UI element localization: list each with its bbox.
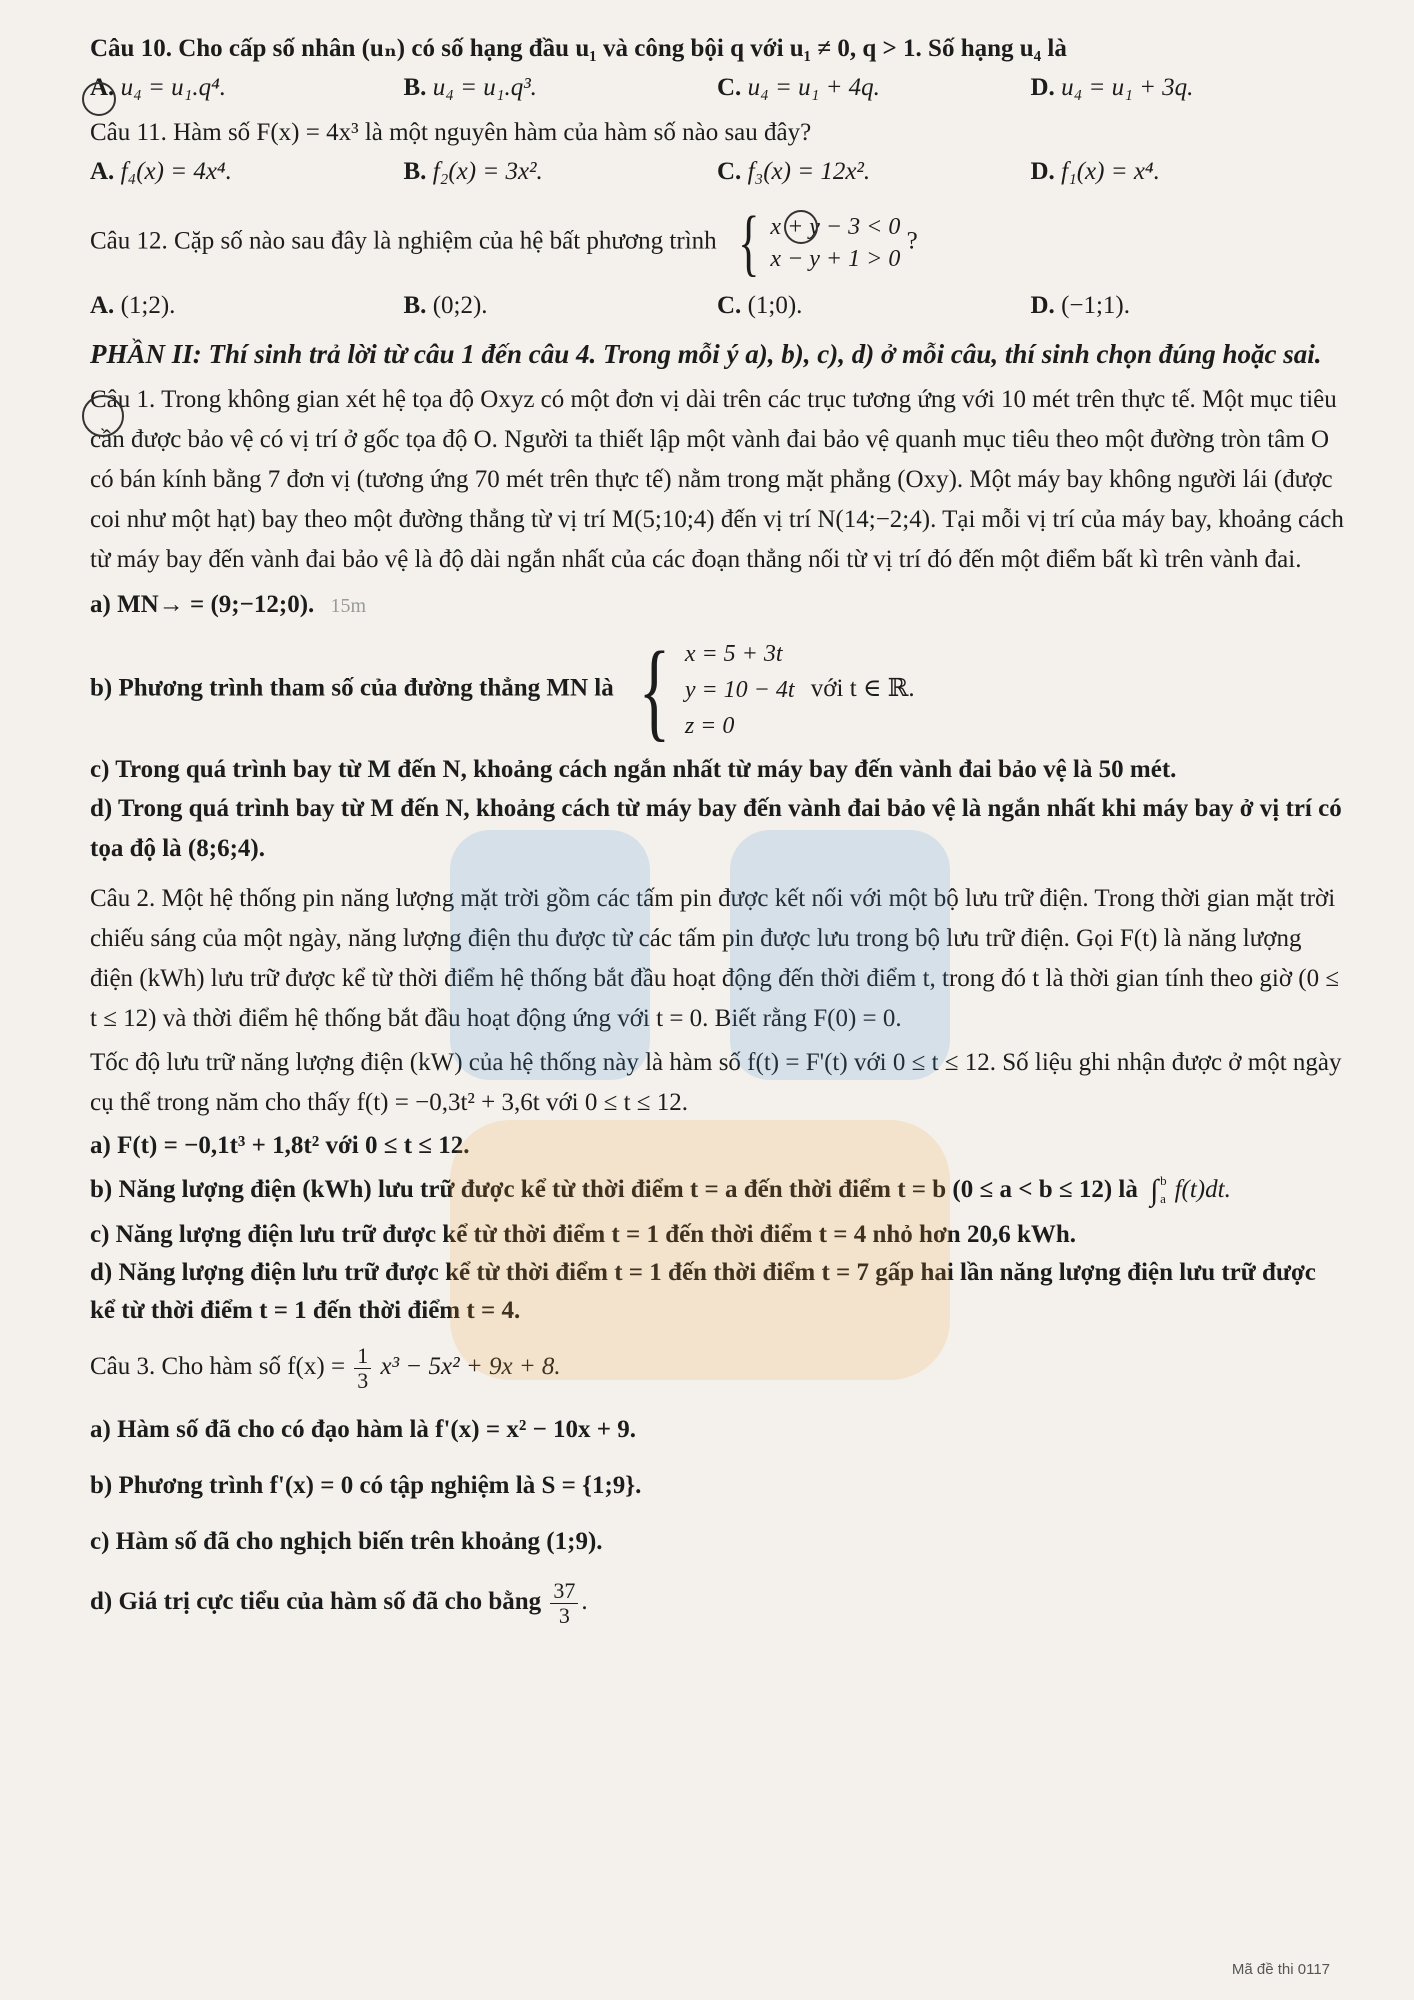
q10-option-b[interactable]: B. u₄ = u₁.q³. — [403, 74, 537, 101]
p2q2-stem: Câu 2. Một hệ thống pin năng lượng mặt trời gồm các tấm pin được kết nối với một bộ lưu trữ điện. Trong thời gian mặt trời chiếu sáng của một ngày, năng lượng điện thu được từ các tấm pin được lưu trong bộ lưu trữ điện. Gọi F(t) là năng lượng điện (kWh) lưu trữ được kể từ thời điểm hệ thống bắt đầu hoạt động đến thời điểm t, trong đó t là thời gian tính theo giờ (0 ≤ t ≤ 12) và thời điểm hệ thống bắt đầu hoạt động ứng với t = 0. Biết rằng F(0) = 0. — [90, 885, 1340, 1032]
p2q1-eq-z: z = 0 — [684, 713, 735, 739]
p2q1-eq-y: y = 10 − 4t — [684, 677, 795, 703]
p2q2-integrand: f(t)dt. — [1174, 1176, 1231, 1203]
circle-mark-q12-a — [82, 395, 124, 437]
p2q2-statement-d[interactable]: d) Năng lượng điện lưu trữ được kể từ thời điểm t = 1 đến thời điểm t = 7 gấp hai lần năng lượng điện lưu trữ được kể từ thời điểm t = 1 đến thời điểm t = 4. — [90, 1259, 1316, 1325]
exam-code: Mã đề thi 0117 — [1231, 1961, 1330, 1978]
circle-mark-q10-a — [82, 82, 116, 116]
p2q1-statement-c[interactable]: c) Trong quá trình bay từ M đến N, khoảng cách ngắn nhất từ máy bay đến vành đai bảo vệ là 50 mét. — [90, 756, 1177, 783]
q11-option-d[interactable]: D. f₁(x) = x⁴. — [1030, 158, 1160, 185]
p2q3-polynomial: x³ − 5x² + 9x + 8. — [380, 1353, 561, 1381]
p2q2-statement-c[interactable]: c) Năng lượng điện lưu trữ được kể từ thời điểm t = 1 đến thời điểm t = 4 nhỏ hơn 20,6 kWh. — [90, 1221, 1077, 1249]
part2-question-2 — [90, 879, 1344, 1330]
part2-question-1 — [90, 380, 1344, 869]
q12-option-a[interactable]: A. (1;2). — [90, 292, 176, 319]
q11-option-c[interactable]: C. f₃(x) = 12x². — [717, 158, 871, 185]
q10-option-c[interactable]: C. u₄ = u₁ + 4q. — [717, 74, 880, 101]
q12-option-c[interactable]: C. (1;0). — [717, 292, 803, 319]
p2q1-b-condition: với t ∈ ℝ. — [810, 674, 915, 702]
fraction-one-third: $\frac{1}{3}$ — [354, 1344, 371, 1393]
p2q1-stem: Câu 1. Trong không gian xét hệ tọa độ Oxyz có một đơn vị dài trên các trục tương ứng với 10 mét trên thực tế. Một mục tiêu cần được bảo vệ có vị trí ở gốc tọa độ O. Người ta thiết lập một vành đai bảo vệ quanh mục tiêu theo một đường tròn tâm O có bán kính bằng 7 đơn vị (tương ứng 70 mét trên thực tế) nằm trong mặt phẳng (Oxy). Một máy bay không người lái (được coi như một hạt) bay theo một đường thẳng từ vị trí M(5;10;4) đến vị trí N(14;−2;4). Tại mỗi vị trí của máy bay, khoảng cách từ máy bay đến vành đai bảo vệ là độ dài ngắn nhất của các đoạn thẳng nối từ vị trí đó đến một điểm bất kì trên vành đai. — [90, 386, 1344, 573]
q10-stem: Câu 10. Cho cấp số nhân (uₙ) có số hạng đầu u₁ và công bội q với u₁ ≠ 0, q > 1. Số hạng u₄ là — [90, 35, 1067, 62]
question-12 — [90, 202, 1344, 326]
p2q2-statement-b[interactable]: b) Năng lượng điện (kWh) lưu trữ được kể từ thời điểm t = a đến thời điểm t = b (0 ≤ a < b ≤ 12) là — [90, 1176, 1138, 1203]
p2q1-statement-b[interactable]: b) Phương trình tham số của đường thẳng MN là — [90, 674, 614, 702]
q12-stem: Câu 12. Cặp số nào sau đây là nghiệm của hệ bất phương trình — [90, 227, 717, 255]
p2q1-statement-d[interactable]: d) Trong quá trình bay từ M đến N, khoảng cách từ máy bay đến vành đai bảo vệ là ngắn nhất khi máy bay ở vị trí có tọa độ là (8;6;4). — [90, 795, 1342, 862]
q10-option-a[interactable]: A. u₄ = u₁.q⁴. — [90, 74, 227, 101]
q12-inequality-1: x + y − 3 < 0 — [770, 214, 901, 240]
p2q3-statement-c[interactable]: c) Hàm số đã cho nghịch biến trên khoảng (1;9). — [90, 1528, 603, 1556]
p2q2-stem-2: Tốc độ lưu trữ năng lượng điện (kW) của hệ thống này là hàm số f(t) = F'(t) với 0 ≤ t ≤ 12. Số liệu ghi nhận được ở một ngày cụ thể trong năm cho thấy f(t) = −0,3t² + 3,6t với 0 ≤ t ≤ 12. — [90, 1049, 1342, 1116]
q12-inequality-2: x − y + 1 > 0 — [770, 246, 901, 272]
p2q1-handwritten-note: 15m — [330, 595, 367, 617]
q12-option-b[interactable]: B. (0;2). — [403, 292, 488, 319]
p2q2-statement-a[interactable]: a) F(t) = −0,1t³ + 1,8t² với 0 ≤ t ≤ 12. — [90, 1132, 470, 1159]
part-2-title: PHẦN II: Thí sinh trả lời từ câu 1 đến câu 4. Trong mỗi ý a), b), c), d) ở mỗi câu, thí sinh chọn đúng hoặc sai. — [90, 339, 1322, 369]
p2q3-statement-d[interactable]: d) Giá trị cực tiểu của hàm số đã cho bằng — [90, 1588, 542, 1616]
fraction-37-over-3: $\frac{37}{3}$ — [550, 1579, 578, 1628]
q12-option-d[interactable]: D. (−1;1). — [1030, 292, 1131, 319]
p2q3-statement-b[interactable]: b) Phương trình f'(x) = 0 có tập nghiệm là S = {1;9}. — [90, 1472, 642, 1500]
q11-option-a[interactable]: A. f₄(x) = 4x⁴. — [90, 158, 232, 185]
p2q1-parametric-system: { x = 5 + 3t y = 10 − 4t z = 0 — [638, 629, 795, 751]
p2q1-statement-a[interactable]: a) MN→ = (9;−12;0). — [90, 591, 315, 618]
question-10 — [90, 30, 1344, 108]
p2q3-statement-a[interactable]: a) Hàm số đã cho có đạo hàm là f'(x) = x² − 10x + 9. — [90, 1416, 637, 1444]
q10-option-d[interactable]: D. u₄ = u₁ + 3q. — [1030, 74, 1194, 101]
p2q3-stem: Câu 3. Cho hàm số f(x) = — [90, 1353, 346, 1381]
q12-question-mark: ? — [906, 227, 918, 255]
q11-stem: Câu 11. Hàm số F(x) = 4x³ là một nguyên hàm của hàm số nào sau đây? — [90, 119, 812, 146]
q11-option-b[interactable]: B. f₂(x) = 3x². — [403, 158, 543, 185]
circle-mark-q11-c — [784, 210, 818, 244]
integral-sign: ∫ b a — [1150, 1173, 1167, 1208]
question-11 — [90, 114, 1344, 192]
p2q1-eq-x: x = 5 + 3t — [684, 641, 783, 667]
q12-system: { x + y − 3 < 0 x − y + 1 > 0 — [737, 202, 901, 284]
part2-question-3: Câu 3. Cho hàm số f(x) = $\frac{1}{3}$ x³ − 5x² + 9x + 8. a) Hàm số đã cho có đạo hàm là f'(x) = x² − 10x + 9. b) Phương trình f'(x) = 0 có tập nghiệm là S = {1;9}. c) Hàm số đã cho nghịch biến trên khoảng (1;9). d) Giá trị cực tiểu của hàm số đã cho bằng $\frac{37}{3}$ . — [90, 1344, 1344, 1628]
